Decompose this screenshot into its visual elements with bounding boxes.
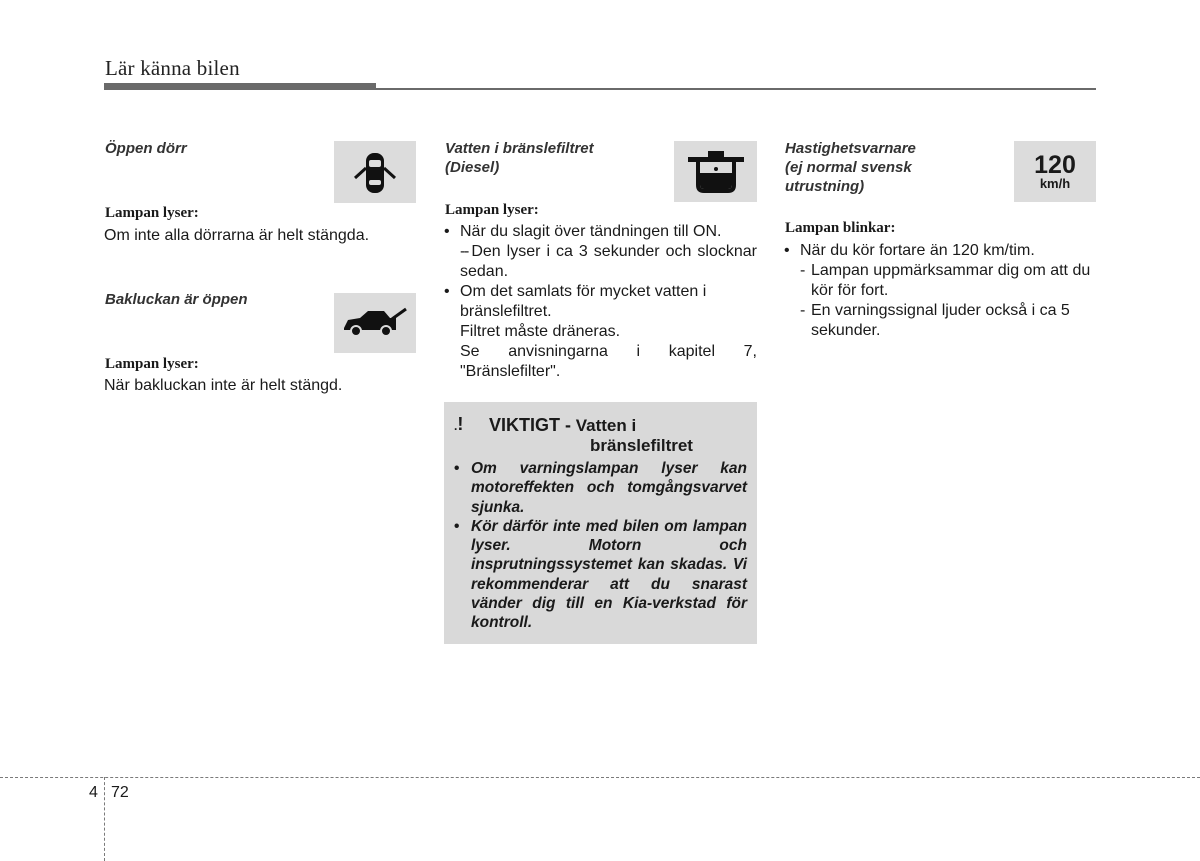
open-trunk-text: När bakluckan inte är helt stängd. (104, 377, 343, 394)
warning-icon: .! (454, 414, 464, 434)
speed-warning-dash-2: - En varningssignal ljuder också i ca 5 sekunder. (800, 302, 1070, 339)
open-trunk-heading: Bakluckan är öppen (105, 291, 248, 308)
warning-item-1: • Om varningslampan lyser kan motoreffekten och tomgångsvarvet sjunka. (454, 459, 747, 517)
fuel-filter-heading-line1: Vatten i bränslefiltret (445, 140, 594, 157)
open-door-heading: Öppen dörr (105, 140, 187, 157)
warning-title-main: VIKTIGT - (489, 415, 571, 435)
speed-warning-icon-box (1014, 141, 1096, 202)
speed-warning-dash-1: - Lampan uppmärksammar dig om att du kör för fort. (800, 262, 1091, 299)
fuel-filter-dash-1: - - Den lyser i ca 3 sekunder och slocknar sedan. (460, 242, 757, 282)
page-number: 72 (111, 784, 129, 801)
warning-box (444, 402, 757, 644)
fuel-filter-para-2: Se anvisningarna i kapitel 7, "Bränslefilter". (460, 343, 757, 380)
open-trunk-icon (340, 306, 410, 340)
speed-limit-value: 120 (1034, 150, 1076, 179)
open-trunk-lamp-label: Lampan lyser: (105, 356, 199, 372)
footer-rule (0, 777, 1200, 778)
footer-divider (104, 777, 105, 861)
speed-warning-dash-1-text: Lampan uppmärksammar dig om att du kör för fort. (811, 262, 1091, 299)
fuel-filter-heading-line2: (Diesel) (445, 159, 500, 176)
open-trunk-icon-box (334, 293, 416, 353)
open-door-lamp-label: Lampan lyser: (105, 205, 199, 221)
chapter-number: 4 (89, 784, 98, 801)
page-header-title: Lär känna bilen (105, 56, 240, 80)
header-rule-accent (104, 83, 376, 90)
fuel-filter-body (444, 222, 757, 382)
speed-warning-lamp-label: Lampan blinkar: (785, 220, 896, 236)
warning-title-rest: Vatten i (575, 416, 637, 435)
speed-warning-heading-line3: utrustning) (785, 178, 865, 195)
speed-warning-heading-line1: Hastighetsvarnare (785, 140, 916, 157)
warning-item-2: • Kör därför inte med bilen om lampan lyser. Motorn och insprutningssystemet kan skadas. Vi rekommenderar att du snarast vänder dig till en Kia-verkstad för kontroll. (454, 517, 747, 633)
open-door-text: Om inte alla dörrarna är helt stängda. (104, 227, 370, 244)
fuel-filter-bullet-1: • När du slagit över tändningen till ON. (444, 222, 757, 242)
open-door-icon (350, 146, 400, 198)
fuel-filter-lamp-label: Lampan lyser: (445, 202, 539, 218)
speed-warning-bullet-1: • När du kör fortare än 120 km/tim. (784, 241, 1097, 261)
warning-list (454, 459, 747, 633)
fuel-filter-bullet-2: • Om det samlats för mycket vatten i bränslefiltret. (444, 282, 757, 322)
warning-title (489, 415, 636, 436)
warning-title-line2: bränslefiltret (590, 436, 693, 455)
fuel-filter-heading (445, 139, 594, 177)
fuel-filter-water-icon (686, 147, 746, 197)
speed-warning-dash-2-text: En varningssignal ljuder också i ca 5 sekunder. (811, 302, 1070, 339)
warning-mark: ! (457, 414, 464, 434)
speed-warning-heading-line2: (ej normal svensk (785, 159, 912, 176)
open-door-icon-box (334, 141, 416, 203)
fuel-filter-icon-box (674, 141, 757, 202)
speed-warning-body (784, 241, 1097, 341)
speed-warning-heading (785, 139, 916, 196)
speed-limit-unit: km/h (1039, 175, 1071, 191)
fuel-filter-para-1: Filtret måste dräneras. (460, 323, 621, 340)
